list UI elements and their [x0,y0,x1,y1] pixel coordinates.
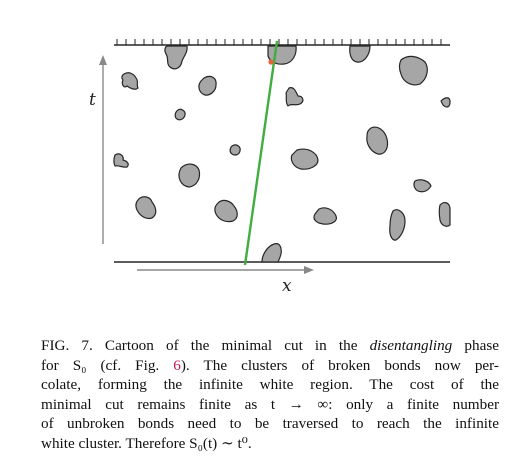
caption-line-4: minimal cut remains finite as t → ∞: only a finite number [41,395,499,413]
minimal-cut-line [245,41,277,265]
top-boundary-hatches [117,39,441,45]
cluster [286,88,303,106]
t-axis-arrow [99,55,107,244]
cluster [230,145,240,155]
cluster [199,76,216,95]
figure-reference-link[interactable]: 6 [173,356,181,374]
caption-line-3: colate, forming the infinite white region. The cost of the [41,376,499,394]
cluster [314,208,336,224]
cluster [414,180,431,192]
cluster [165,46,187,69]
caption-suffix: phase [452,337,499,354]
figure-caption [41,336,499,454]
caption-line-5: of unbroken bonds need to be traversed to reach the infinite [41,415,499,433]
caption-prefix: FIG. 7. Cartoon of the minimal cut in the [41,337,370,354]
cluster [122,73,138,89]
cluster [441,98,450,107]
cluster [367,127,388,154]
caption-line-2-post: ). The clusters of broken bonds now per- [180,356,499,374]
t-axis-label: t [89,90,96,110]
cluster [400,56,428,85]
x-axis-label: x [282,276,292,296]
caption-emphasis: disentangling [369,337,453,354]
cluster [390,210,405,240]
caption-line-2-pre: for S₀ (cf. Fig. [41,356,174,374]
cut-crossing-point [268,59,273,64]
caption-line-2 [41,356,499,376]
cluster [291,149,318,169]
cluster [175,109,185,119]
cluster [350,46,370,62]
cluster [114,154,128,167]
cluster [262,244,281,262]
cluster [179,164,200,187]
caption-line-6: white cluster. Therefore S₀(t) ∼ t⁰. [41,434,252,452]
x-axis-arrow [137,266,314,274]
cluster [215,200,237,221]
cluster [439,203,450,227]
cluster [136,197,156,219]
caption-line-1 [41,336,499,356]
